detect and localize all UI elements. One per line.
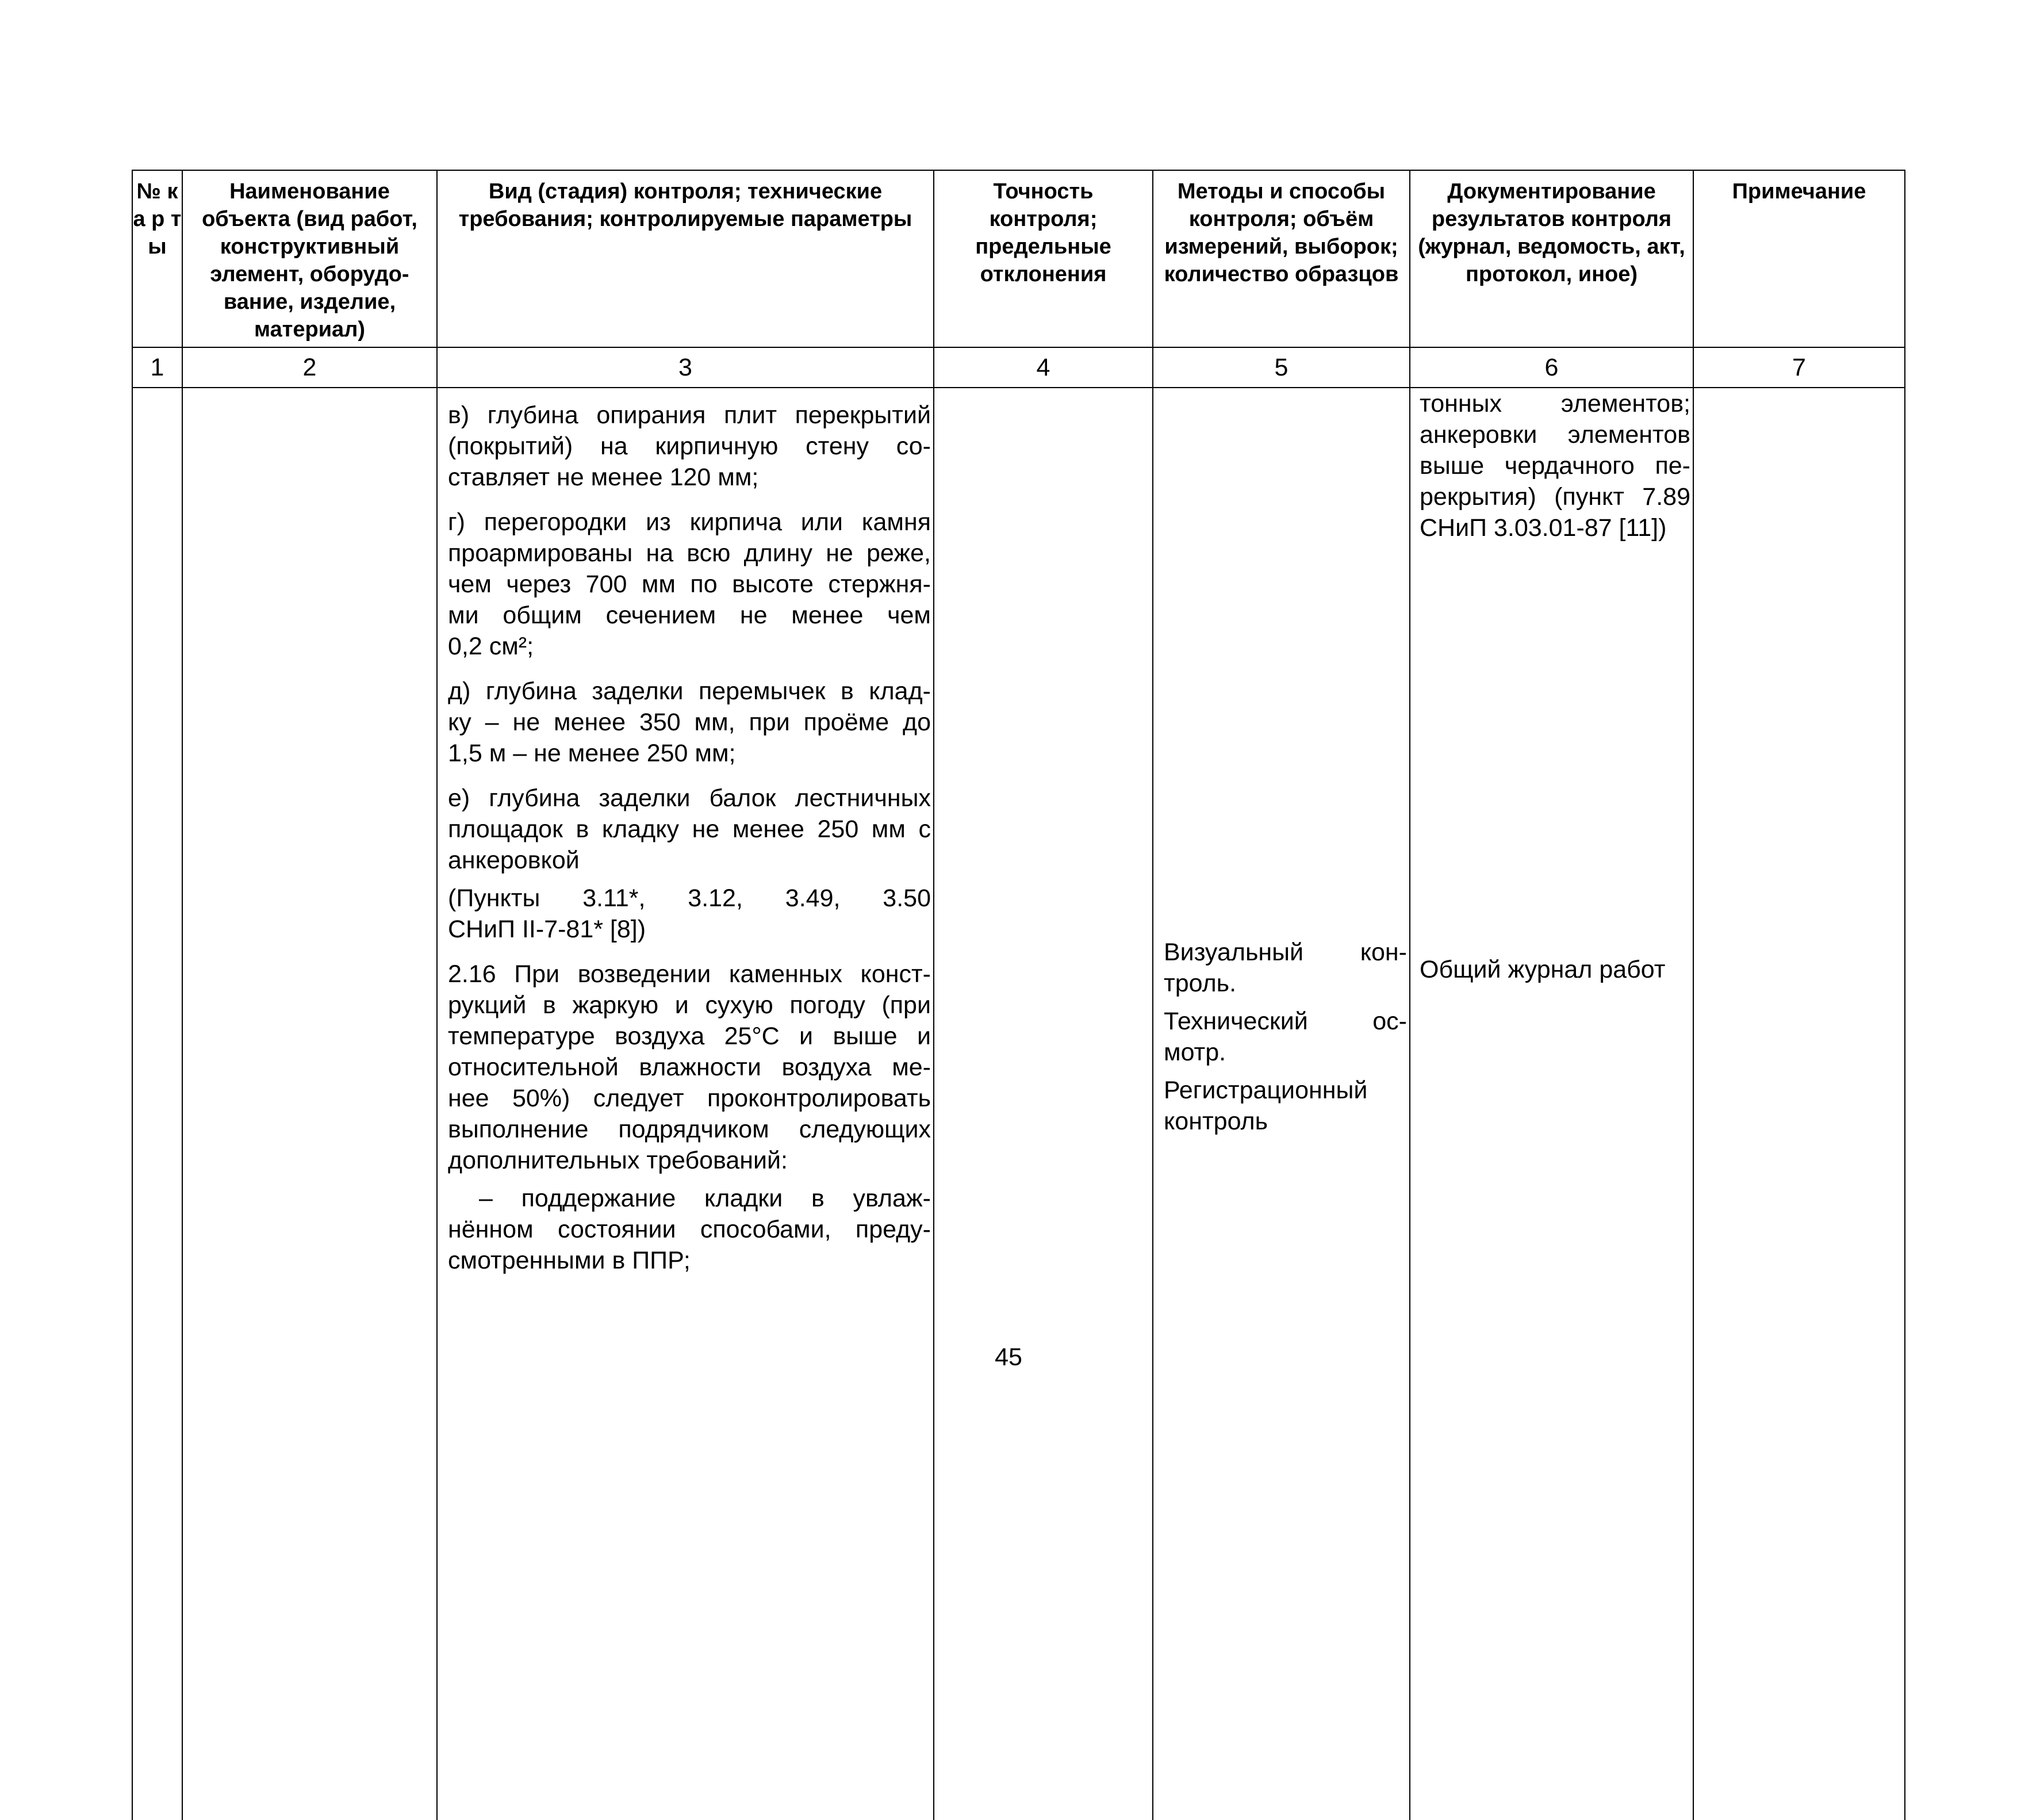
column-number: 4: [934, 347, 1153, 388]
column-number: 2: [182, 347, 437, 388]
header-row: [132, 170, 1905, 347]
column-number: 5: [1153, 347, 1410, 388]
column-number-row: [132, 347, 1905, 388]
requirement-d: д) глубина заделки перемычек в клад- ку – не менее 350 мм, при проёме до 1,5 м – не менее 250 мм;: [448, 677, 931, 767]
column-number: 3: [437, 347, 934, 388]
requirement-g: г) перегородки из кирпича или камня проармированы на всю длину не реже, чем через 700 мм по высоте стержня- ми общим сечением не менее чем 0,2 см²;: [448, 508, 931, 660]
documentation-journal: Общий журнал работ: [1420, 956, 1666, 983]
documentation-continued: тонных элементов; анкеровки элементов выше чердачного пе- рекрытия) (пункт 7.89 СНиП 3.03.01-87 [11]): [1420, 390, 1690, 542]
requirement-dash-item: – поддержание кладки в увлаж- нённом состоянии способами, преду- смотренными в ППР;: [448, 1185, 931, 1274]
method-visual: Визуальный кон- троль.: [1164, 938, 1407, 997]
cell-object-name: [182, 388, 437, 1820]
cell-requirements: [437, 388, 934, 1820]
header-note: Примечание: [1693, 170, 1905, 347]
requirement-reference: (Пункты 3.11*, 3.12, 3.49, 3.50 СНиП II-7-81* [8]): [448, 884, 931, 943]
table-row: [132, 388, 1905, 1820]
column-number: 7: [1693, 347, 1905, 388]
column-number: 6: [1410, 347, 1693, 388]
cell-note: [1693, 388, 1905, 1820]
control-table: [132, 170, 1905, 1820]
requirement-2-16: 2.16 При возведении каменных конст- рукций в жаркую и сухую погоду (при температуре воздуха 25°С и выше и относительной влажности воздуха ме- нее 50%) следует проконтролировать выполнение подрядчиком следующих дополнительных требований:: [448, 960, 931, 1174]
cell-accuracy: [934, 388, 1153, 1820]
column-number: 1: [132, 347, 182, 388]
cell-methods: [1153, 388, 1410, 1820]
method-technical: Технический ос- мотр.: [1164, 1007, 1407, 1066]
header-card-number: № к а р т ы: [132, 170, 182, 347]
header-object-name: Наименование объекта (вид работ, конструктивный элемент, оборудо-вание, изделие, материал): [182, 170, 437, 347]
requirement-e: е) глубина заделки балок лестничных площадок в кладку не менее 250 мм с анкеровкой: [448, 784, 931, 874]
page-number: 45: [995, 1343, 1022, 1371]
requirement-v: в) глубина опирания плит перекрытий (покрытий) на кирпичную стену со- ставляет не менее 120 мм;: [448, 401, 931, 491]
header-control-type: Вид (стадия) контроля; технические требования; контролируемые параметры: [437, 170, 934, 347]
header-accuracy: Точность контроля; предельные отклонения: [934, 170, 1153, 347]
header-documentation: Документирование результатов контроля (журнал, ведомость, акт, протокол, иное): [1410, 170, 1693, 347]
method-registration: Регистрационный контроль: [1164, 1076, 1368, 1135]
cell-documentation: [1410, 388, 1693, 1820]
cell-card-number: [132, 388, 182, 1820]
header-methods: Методы и способы контроля; объём измерений, выборок; количество образцов: [1153, 170, 1410, 347]
